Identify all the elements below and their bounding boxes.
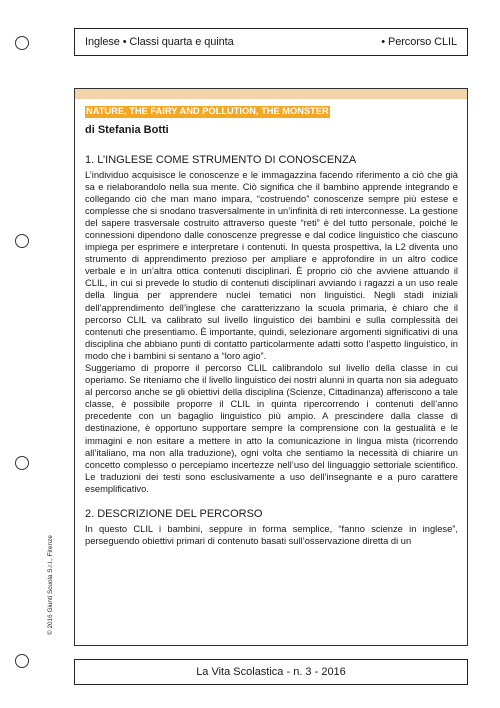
paragraph: In questo CLIL i bambini, seppure in forma semplice, “fanno scienze in inglese”, perseguendo obiettivi primari di contenuto basati sull’osservazione diretta di un — [85, 524, 458, 547]
copyright-note: © 2016 Giunti Scuola S.r.l., Firenze — [47, 535, 54, 635]
section-heading: 1. L’INGLESE COME STRUMENTO DI CONOSCENZA — [85, 153, 357, 166]
page-footer: La Vita Scolastica - n. 3 - 2016 — [74, 659, 468, 685]
paragraph: Suggeriamo di proporre il percorso CLIL calibrandolo sul livello della classe in cui operiamo. Se riteniamo che il livello linguistico dei nostri alunni in quarta non sia adeguato al percorso anche se gli obiettivi della disciplina (Scienze, Cittadinanza) afferiscono a tale classe, è possibile proporre il CLIL in quinta ripercorrendo i contenuti dell’anno precedente con un bagaglio linguistico più ampio. A prescindere dalla classe di destinazione, è opportuno supportare sempre la comprensione con la gestualità e le immagini e non esitare a mettere in atto la comunicazione in lingua mista (ricorrendo all’italiano, ma non alla traduzione), ogni volta che sentiamo la necessità di chiarire un concetto complesso o percepiamo incertezze nell’uso del linguaggio settoriale scientifico. Le traduzioni dei testi sono esclusivamente a uso dell’insegnante e a puro carattere esemplificativo. — [85, 363, 458, 494]
binder-hole — [15, 36, 29, 50]
article-title: NATURE, THE FAIRY AND POLLUTION, THE MONSTER — [86, 106, 329, 116]
paragraph: L’individuo acquisisce le conoscenze e le immagazzina facendo riferimento a ciò che già sa e rielaborandolo nella sua mente. Ciò significa che il bambino apprende integrando e collegando ciò che man mano impara, “costruendo” conoscenze sempre più estese e complesse che si snodano trasversalmente in un’infinità di reti interconnesse. La gestione del sapere trasversale costruito attraverso queste “reti” è del tutto personale, poiché le connessioni dipendono dalle conoscenze pregresse e dal codice linguistico che ciascuno impiega per esprimere e interpretare i contenuti. In questa prospettiva, la L2 diventa uno strumento di apprendimento prezioso per ampliare e approfondire in un altro codice verbale e in un’altra ottica contenuti disciplinari. È proprio ciò che avviene attuando il CLIL, in cui si prevede lo studio di contenuti disciplinari avviando i ragazzi a un uso reale della lingua per apprendere nuclei tematici non linguistici. Negli stadi iniziali dell’apprendimento dell’inglese che caratterizzano la scuola primaria, è chiaro che il percorso CLIL va calibrato sul livello linguistico dei bambini e sulla complessità dei contenuti che presentiamo. È importante, quindi, selezionare argomenti significativi di una disciplina che abbiano punti di contatto particolarmente adatti sotto l’aspetto linguistico, in modo che i bambini si sentano a “loro agio”. — [85, 169, 458, 361]
page-header — [74, 28, 468, 56]
header-subject: Inglese • Classi quarta e quinta — [85, 36, 234, 48]
article-card — [74, 88, 468, 646]
header-section: • Percorso CLIL — [381, 36, 457, 48]
article-content — [85, 105, 458, 547]
binder-hole — [15, 654, 29, 668]
card-top-band — [75, 89, 467, 99]
binder-hole — [15, 456, 29, 470]
section-heading: 2. DESCRIZIONE DEL PERCORSO — [85, 508, 263, 521]
article-author: di Stefania Botti — [85, 123, 169, 136]
binder-hole — [15, 234, 29, 248]
